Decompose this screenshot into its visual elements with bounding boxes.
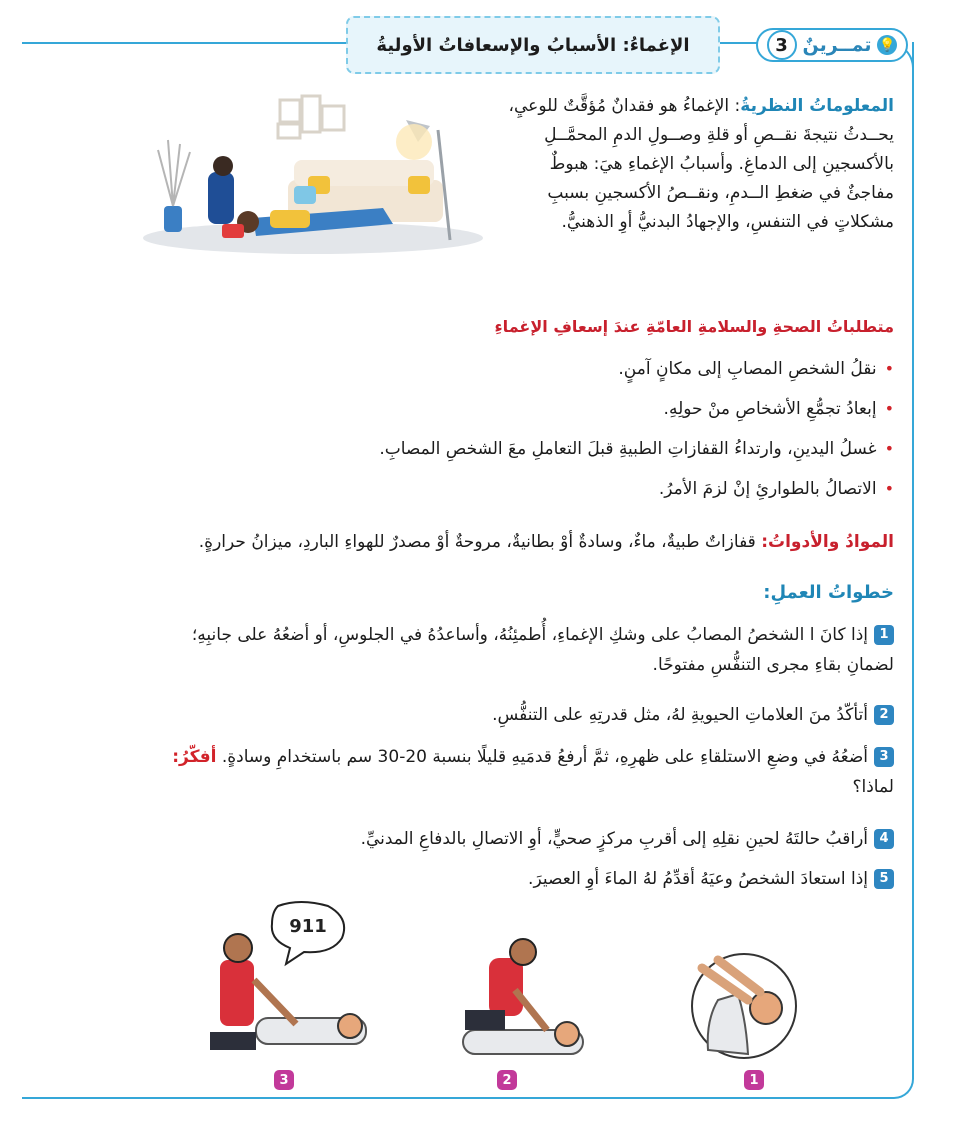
step-number-badge: 4 xyxy=(874,829,894,849)
speech-911: 911 xyxy=(289,916,327,937)
safety-item: • نقلُ الشخصِ المصابِ إلى مكانٍ آمنٍ. xyxy=(618,356,894,382)
lightbulb-icon: 💡 xyxy=(877,35,897,55)
bullet-icon: • xyxy=(884,399,894,418)
step-1: 1إذا كانَ ا الشخصُ المصابُ على وشكِ الإغماءِ، أُطمئِنُهُ، وأساعدُهُ في الجلوسِ، أو أضعُهُ على جانبِهِ؛ لضمانِ بقاءِ مجرى التنفُّسِ مفتوحًا. xyxy=(134,620,894,680)
figure-head-tilt xyxy=(688,950,800,1062)
step-1-continued: لضمانِ بقاءِ مجرى التنفُّسِ مفتوحًا. xyxy=(652,655,894,675)
steps-heading: خطواتُ العملِ: xyxy=(763,582,894,603)
step-number-badge: 1 xyxy=(874,625,894,645)
page-title: الإغماءُ: الأسبابُ والإسعافاتُ الأوليةُ xyxy=(346,16,720,74)
theory-line-3: بالأكسجينِ إلى الدماغِ. وأسبابُ الإغماءِ هيَ: هبوطٌ xyxy=(549,154,894,174)
materials-text: قفازاتٌ طبيةٌ، ماءٌ، وسادةٌ أوْ بطانيةٌ، مروحةٌ أوْ مصدرٌ للهواءِ الباردِ، ميزانُ حرارةٍ. xyxy=(198,532,756,552)
safety-heading: متطلباتُ الصحةِ والسلامةِ العامّةِ عندَ إسعافِ الإغماءِ xyxy=(494,317,894,336)
figure-label-2: 2 xyxy=(497,1070,517,1090)
theory-line-2: يحــدثُ نتيجةَ نقــصِ أو قلةِ وصــولِ الدمِ المحمَّــلِ xyxy=(544,125,894,145)
theory-heading: المعلوماتُ النظريةُ xyxy=(740,96,894,116)
step-2: 2أتأكّدُ منَ العلاماتِ الحيويةِ لهُ، مثل قدرتِهِ على التنفُّسِ. xyxy=(134,700,894,730)
bullet-icon: • xyxy=(884,359,894,378)
exercise-number: 3 xyxy=(767,30,797,60)
figure-call-emergency xyxy=(200,900,370,1070)
figure-label-1: 1 xyxy=(744,1070,764,1090)
exercise-badge xyxy=(756,28,908,62)
step-5: 5إذا استعادَ الشخصُ وعيَهُ أقدِّمُ لهُ الماءَ أوِ العصيرَ. xyxy=(194,864,894,894)
step-number-badge: 3 xyxy=(874,747,894,767)
step-number-badge: 5 xyxy=(874,869,894,889)
theory-line-4: مفاجئٌ في ضغطِ الــدمِ، ونقــصُ الأكسجينِ بسببِ xyxy=(547,183,894,203)
step-4: 4أراقبُ حالتَهُ لحينِ نقلِهِ إلى أقربِ مركزٍ صحيٍّ، أوِ الاتصالِ بالدفاعِ المدنيِّ. xyxy=(194,824,894,854)
safety-item: • إبعادُ تجمُّعِ الأشخاصِ منْ حولِهِ. xyxy=(664,396,894,422)
safety-item: • الاتصالُ بالطوارئِ إنْ لزمَ الأمرُ. xyxy=(659,476,894,502)
theory-line-1: المعلوماتُ النظريةُ: الإغماءُ هو فقدانٌ مُؤقَّتٌ للوعيِ، xyxy=(508,96,894,116)
step-3: 3أضعُهُ في وضعِ الاستلقاءِ على ظهرِهِ، ثمَّ أرفعُ قدمَيهِ قليلًا بنسبة 20-30 سم باستخدامِ وسادةٍ. أفكّرُ: لماذا؟ xyxy=(134,742,894,802)
materials-heading: الموادُ والأدواتُ: xyxy=(761,532,894,552)
bullet-icon: • xyxy=(884,479,894,498)
theory-paragraph xyxy=(494,92,894,237)
exercise-label: تمــرينٌ xyxy=(802,34,872,56)
step-3-continued: لماذا؟ xyxy=(852,777,894,797)
theory-line-5: مشكلاتٍ في التنفسِ، والإجهادُ البدنيُّ أوِ الذهنيُّ. xyxy=(561,212,894,232)
bullet-icon: • xyxy=(884,439,894,458)
theory-text: الإغماءُ هو فقدانٌ مُؤقَّتٌ للوعيِ، xyxy=(508,96,730,116)
step-number-badge: 2 xyxy=(874,705,894,725)
think-label: أفكّرُ: xyxy=(172,747,217,767)
figure-check-breathing xyxy=(455,930,595,1070)
fainting-scene-illustration xyxy=(138,90,488,260)
materials-line xyxy=(84,528,894,557)
figure-label-3: 3 xyxy=(274,1070,294,1090)
safety-item: • غسلُ اليدينِ، وارتداءُ القفازاتِ الطبيةِ قبلَ التعاملِ معَ الشخصِ المصابِ. xyxy=(379,436,894,462)
